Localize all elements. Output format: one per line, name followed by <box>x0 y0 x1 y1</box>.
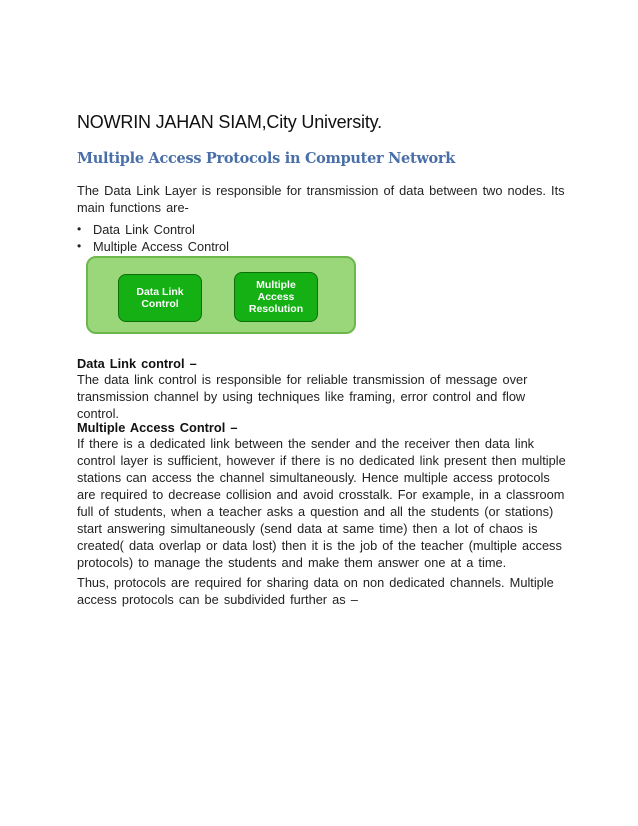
conclusion-paragraph: Thus, protocols are required for sharing data on non dedicated channels. Multiple access protocols can be subdivided further as – <box>77 575 554 607</box>
data-link-control-box <box>118 274 202 322</box>
data-link-layer-diagram <box>86 256 356 334</box>
section-title-data-link-control: Data Link control – <box>77 356 197 371</box>
intro-paragraph: The Data Link Layer is responsible for transmission of data between two nodes. Its main functions are- <box>77 183 565 215</box>
list-item: • Data Link Control <box>77 221 229 238</box>
author-line: NOWRIN JAHAN SIAM,City University. <box>77 112 382 132</box>
multiple-access-control-paragraph: If there is a dedicated link between the sender and the receiver then data link control layer is sufficient, however if there is no dedicated link present then multiple stations can access the channel simultaneously. Hence multiple access protocols are required to decrease collision and avoid crosstalk. For example, in a classroom full of students, when a teacher asks a question and all the students (or stations) start answering simultaneously (send data at same time) then a lot of chaos is created( data overlap or data lost) then it is the job of the teacher (multiple access protocols) to manage the students and make them answer one at a time. <box>77 436 566 570</box>
list-item: • Multiple Access Control <box>77 238 229 255</box>
multiple-access-resolution-box <box>234 272 318 322</box>
data-link-control-paragraph: The data link control is responsible for reliable transmission of message over transmission channel by using techniques like framing, error control and flow control. <box>77 372 528 421</box>
diagram-box-label: Data Link Control <box>136 286 184 310</box>
functions-list <box>77 221 229 255</box>
section-title-multiple-access-control: Multiple Access Control – <box>77 420 238 435</box>
diagram-box-label: Multiple Access Resolution <box>248 279 304 315</box>
document-heading: Multiple Access Protocols in Computer Network <box>77 150 456 167</box>
